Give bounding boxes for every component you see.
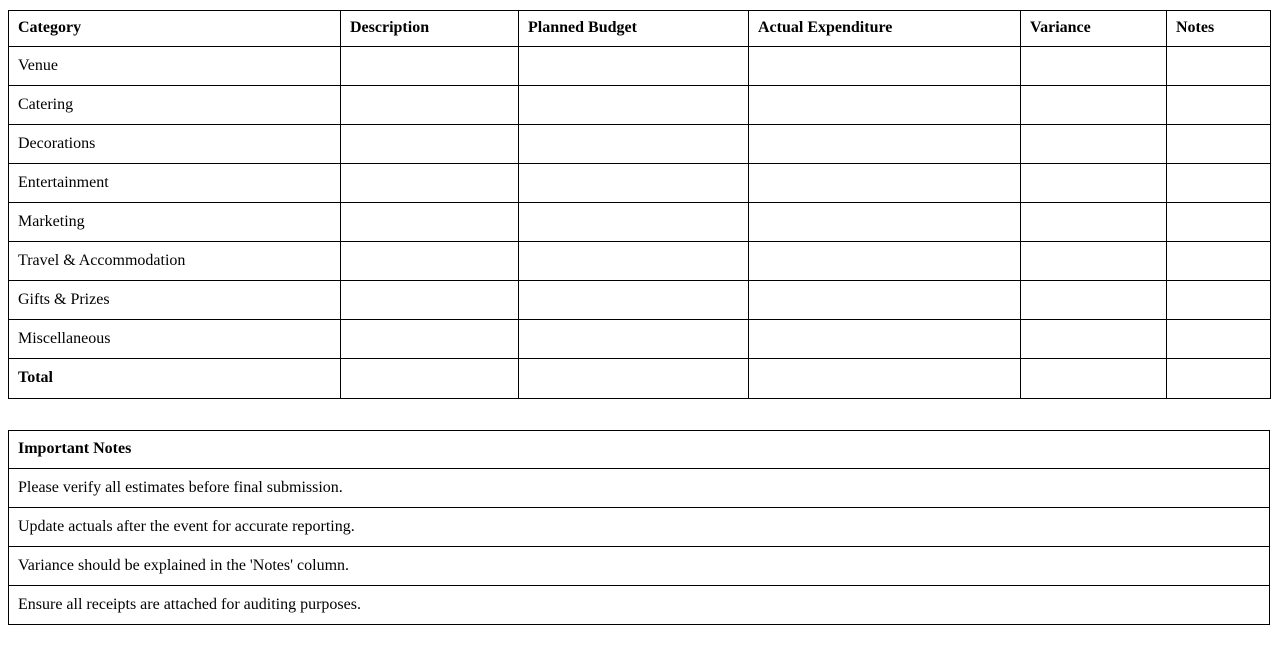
notes-cell[interactable] [1167,164,1271,203]
category-cell: Marketing [9,203,341,242]
description-cell[interactable] [341,359,519,399]
column-header-description: Description [341,11,519,47]
budget-row-entertainment [9,164,1271,203]
description-cell[interactable] [341,320,519,359]
category-cell: Gifts & Prizes [9,281,341,320]
planned-budget-cell[interactable] [519,86,749,125]
budget-row-decorations [9,125,1271,164]
notes-cell[interactable] [1167,203,1271,242]
budget-header-row [9,11,1271,47]
planned-budget-cell[interactable] [519,359,749,399]
notes-cell[interactable] [1167,47,1271,86]
variance-cell[interactable] [1021,164,1167,203]
actual-expenditure-cell[interactable] [749,47,1021,86]
actual-expenditure-cell[interactable] [749,242,1021,281]
planned-budget-cell[interactable] [519,281,749,320]
description-cell[interactable] [341,125,519,164]
actual-expenditure-cell[interactable] [749,203,1021,242]
note-item: Please verify all estimates before final submission. [9,469,1270,508]
actual-expenditure-cell[interactable] [749,164,1021,203]
variance-cell[interactable] [1021,359,1167,399]
notes-cell[interactable] [1167,125,1271,164]
planned-budget-cell[interactable] [519,47,749,86]
important-notes-header-row [9,431,1270,469]
description-cell[interactable] [341,47,519,86]
important-notes-title: Important Notes [9,431,1270,469]
column-header-category: Category [9,11,341,47]
description-cell[interactable] [341,281,519,320]
note-row [9,547,1270,586]
total-label-cell: Total [9,359,341,399]
variance-cell[interactable] [1021,125,1167,164]
category-cell: Miscellaneous [9,320,341,359]
column-header-notes: Notes [1167,11,1271,47]
category-cell: Decorations [9,125,341,164]
notes-cell[interactable] [1167,359,1271,399]
important-notes-table [8,430,1270,625]
column-header-actual-expenditure: Actual Expenditure [749,11,1021,47]
category-cell: Catering [9,86,341,125]
note-item: Ensure all receipts are attached for auditing purposes. [9,586,1270,625]
description-cell[interactable] [341,164,519,203]
actual-expenditure-cell[interactable] [749,281,1021,320]
description-cell[interactable] [341,242,519,281]
category-cell: Venue [9,47,341,86]
notes-cell[interactable] [1167,242,1271,281]
variance-cell[interactable] [1021,203,1167,242]
note-row [9,469,1270,508]
budget-row-catering [9,86,1271,125]
planned-budget-cell[interactable] [519,242,749,281]
planned-budget-cell[interactable] [519,125,749,164]
variance-cell[interactable] [1021,242,1167,281]
variance-cell[interactable] [1021,281,1167,320]
actual-expenditure-cell[interactable] [749,125,1021,164]
column-header-variance: Variance [1021,11,1167,47]
planned-budget-cell[interactable] [519,203,749,242]
note-item: Variance should be explained in the 'Notes' column. [9,547,1270,586]
category-cell: Travel & Accommodation [9,242,341,281]
budget-row-marketing [9,203,1271,242]
budget-row-venue [9,47,1271,86]
notes-cell[interactable] [1167,281,1271,320]
budget-row-gifts-prizes [9,281,1271,320]
variance-cell[interactable] [1021,86,1167,125]
note-row [9,586,1270,625]
category-cell: Entertainment [9,164,341,203]
variance-cell[interactable] [1021,320,1167,359]
budget-row-total [9,359,1271,399]
note-item: Update actuals after the event for accurate reporting. [9,508,1270,547]
description-cell[interactable] [341,86,519,125]
planned-budget-cell[interactable] [519,164,749,203]
budget-row-travel-accommodation [9,242,1271,281]
variance-cell[interactable] [1021,47,1167,86]
column-header-planned-budget: Planned Budget [519,11,749,47]
notes-cell[interactable] [1167,320,1271,359]
actual-expenditure-cell[interactable] [749,359,1021,399]
budget-table [8,10,1271,399]
actual-expenditure-cell[interactable] [749,320,1021,359]
note-row [9,508,1270,547]
notes-cell[interactable] [1167,86,1271,125]
budget-row-miscellaneous [9,320,1271,359]
planned-budget-cell[interactable] [519,320,749,359]
description-cell[interactable] [341,203,519,242]
actual-expenditure-cell[interactable] [749,86,1021,125]
